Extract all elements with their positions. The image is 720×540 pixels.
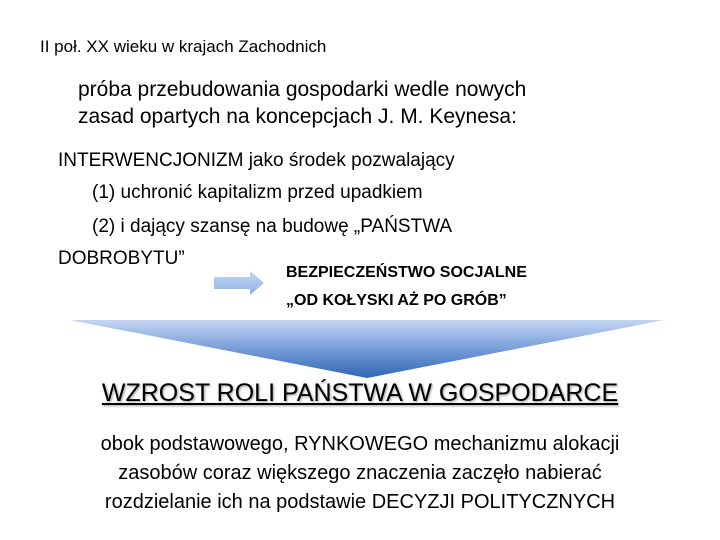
interventionism-line	[58, 150, 455, 172]
item-2: (2) i dający szansę na budowę „PAŃSTWA	[92, 216, 453, 237]
item-2-continuation: DOBROBYTU”	[58, 248, 185, 269]
item-1: (1) uchronić kapitalizm przed upadkiem	[92, 182, 423, 203]
social-security-line-2: „OD KOŁYSKI AŻ PO GRÓB”	[286, 292, 507, 309]
intro-line-1: próba przebudowania gospodarki wedle nowych	[78, 78, 527, 101]
heading: II poł. XX wieku w krajach Zachodnich	[40, 37, 327, 56]
explanation-line-2: zasobów coraz większego znaczenia zaczęło nabierać	[118, 462, 602, 484]
explanation-paragraph	[0, 430, 720, 517]
intro-line-2: zasad opartych na koncepcjach J. M. Keynesa:	[78, 105, 517, 128]
down-arrow-icon	[70, 320, 664, 378]
right-arrow-icon	[214, 271, 266, 295]
explanation-line-3: rozdzielanie ich na podstawie DECYZJI POLITYCZNYCH	[104, 491, 616, 513]
interventionism-rest: jako środek pozwalający	[243, 150, 455, 171]
conclusion-text: WZROST ROLI PAŃSTWA W GOSPODARCE	[101, 379, 619, 407]
conclusion-heading	[0, 379, 720, 408]
interventionism-keyword: INTERWENCJONIZM	[58, 150, 244, 171]
explanation-line-1: obok podstawowego, RYNKOWEGO mechanizmu alokacji	[100, 433, 620, 455]
social-security-line-1: BEZPIECZEŃSTWO SOCJALNE	[286, 264, 527, 281]
